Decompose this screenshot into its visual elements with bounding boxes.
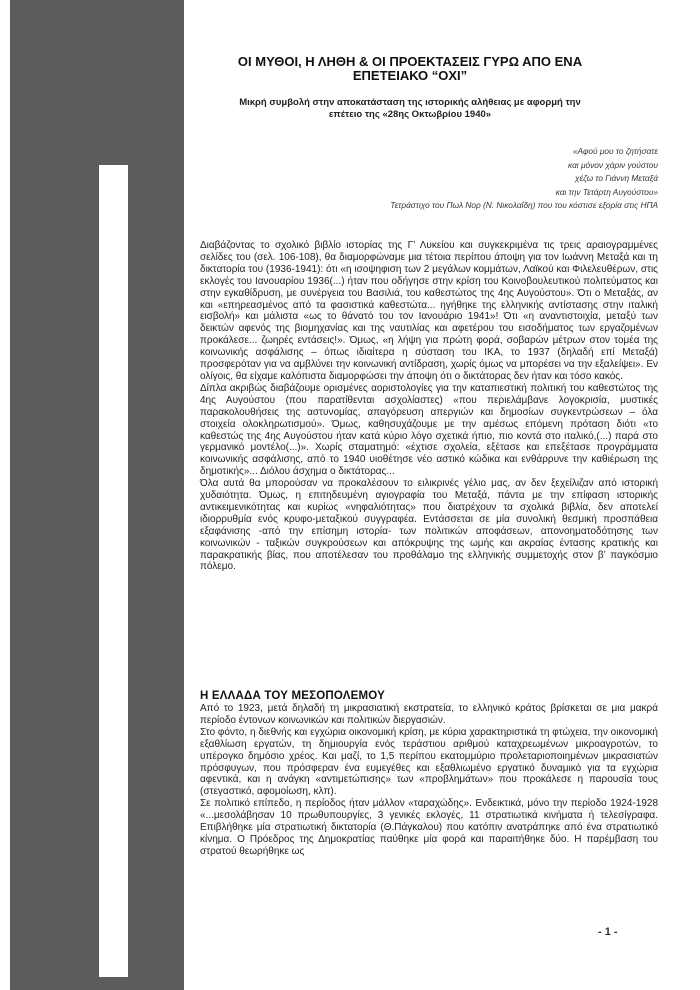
page-number: - 1 - <box>598 926 618 938</box>
section-paragraph: Από το 1923, μετά δηλαδή τη μικρασιατική εκστρατεία, το ελληνικό κράτος βρίσκεται σε μια μακρά περίοδο έντονων κοινωνικών και πολιτικών διεργασιών. <box>200 703 658 726</box>
document-title: ΟΙ ΜΥΘΟΙ, Η ΛΗΘΗ & ΟΙ ΠΡΟΕΚΤΑΣΕΙΣ ΓΥΡΩ ΑΠΟ ΕΝΑ ΕΠΕΤΕΙΑΚΟ “ΟΧΙ” <box>237 54 583 83</box>
section-body-text <box>200 703 658 858</box>
epigraph-line: «Αφού μου το ζητήσατε <box>572 146 658 156</box>
body-paragraph: Όλα αυτά θα μπορούσαν να προκαλέσουν το ειλικρινές γέλιο μας, αν δεν ξεχείλιζαν από ιστορική χυδαιότητα. Όμως, η επιτηδευμένη αγιογραφία του Μεταξά, πάντα με την επίφαση ιστορικής αντικειμενικότητας και κυρίως «νηφαλιότητας» που διατρέχουν τα σχολικά βιβλία, δεν αποτελεί ιδιορρυθμία ενός κρυφο-μεταξικού συγγραφέα. Εντάσσεται σε μία συνολική θεσμική προσπάθεια εξαφάνισης -από την επίσημη ιστορία- των πολιτικών αποφάσεων, απονοηματοδότησης των κοινωνικών - ταξικών συγκρούσεων και απόκρυψης της ωμής και ακραίας έντασης κρατικής και παρακρατικής βίας, που αποτέλεσαν του προθάλαμο της ελληνικής συμμετοχής στον β’ παγκόσμιο πόλεμο. <box>200 478 658 573</box>
epigraph-attribution: Τετράστιχο του Πωλ Νορ (Ν. Νικολαΐδη) που του κόστισε εξορία στις ΗΠΑ <box>390 200 658 211</box>
epigraph-line: και την Τετάρτη Αυγούστου» <box>555 186 658 197</box>
section-paragraph: Στο φόντο, η διεθνής και εγχώρια οικονομική κρίση, με κύρια χαρακτηριστικά τη φτώχεια, την οικονομική εξαθλίωση εργατών, τη δημιουργία ενός τεράστιου αριθμού καταχρεωμένων μικροαγροτών, το υπέρογκο δημόσιο χρέος. Και μαζί, το 1,5 περίπου εκατομμύριο προλεταριοποιημένων μικρασιατών πρόσφυγων, που πρόσφεραν ένα ευμεγέθες και εξαθλιωμένο εργατικό δυναμικό για τα εγχώρια αφεντικά, και η ανάγκη «αντιμετώπισης» των «προβλημάτων» που προκάλεσε η παρουσία τους (στεγαστικό, αφομοίωση, κλπ). <box>200 726 658 798</box>
epigraph-line: χέζω το Γιάννη Μεταξά <box>574 173 658 184</box>
side-bar-notch <box>99 165 128 977</box>
epigraph-line: και μόνον χάριν γούστου <box>568 159 658 170</box>
body-text <box>200 240 658 573</box>
decorative-side-bar <box>10 0 184 990</box>
epigraph <box>330 145 658 213</box>
section-heading: Η ΕΛΛΑΔΑ ΤΟΥ ΜΕΣΟΠΟΛΕΜΟΥ <box>200 690 385 702</box>
body-paragraph: Διαβάζοντας το σχολικό βιβλίο ιστορίας της Γ’ Λυκείου και συγκεκριμένα τις τρεις αραιογραμμένες σελίδες του (σελ. 106-108), θα διαμορφώναμε μια τέτοια περίπου άποψη για τον Ιωάννη Μεταξά και τη δικτατορία του (1936-1941): ότι «η ισοψηφιση των 2 μεγάλων κομμάτων, Λαϊκού και Φιλελευθέρων, στις εκλογές του Ιανουαρίου 1936(...) ήταν που οδήγησε στην κρίση του Κοινοβουλευτικού πολιτεύματος και στην εγκαθίδρυση, με συνέργεια του Βασιλιά, του καθεστώτος της 4ης Αυγούστου». Ότι ο Μεταξάς, αν και «επηρεασμένος από τα φασιστικά καθεστώτα... ηγήθηκε της ελληνικής αντίστασης στην ιταλική εισβολή» και μάλιστα «ως το θάνατό του τον Ιανουάριο 1941»! Ότι «η αναντιστοιχία, μεταξύ των δεικτών αφενός της βιομηχανίας και της ναυτιλίας και αφετέρου του εισοδήματος των εργαζομένων προκάλεσε... ζωηρές εντάσεις!». Όμως, «η λήψη για πρώτη φορά, σοβαρών μέτρων στον τομέα της κοινωνικής ασφάλισης – όπως ιδιαίτερα η σύσταση του ΙΚΑ, το 1937 (δηλαδή επί Μεταξά) προσφερόταν για να αμβλύνει την κοινωνική αντίδραση, χωρίς όμως να μπορέσει να την εξαλείψει». Εν ολίγοις, θα είχαμε καλόπιστα διαμορφώσει την άποψη ότι ο δικτάτορας δεν ήταν και τόσο κακός. <box>200 240 658 382</box>
body-paragraph: Δίπλα ακριβώς διαβάζουμε ορισμένες αοριστολογίες για την καταπιεστική πολιτική του καθεστώτος της 4ης Αυγούστου (που παρατίθενται ασχολίαστες) «που περιελάμβανε λογοκρισία, μυστικές παρακολουθήσεις της αστυνομίας, απαγόρευση απεργιών και δημοσίων συγκεντρώσεων – όλα στοιχεία ολοκληρωτισμού». Όμως, καθησυχάζουμε με την αμέσως επόμενη πρόταση διότι «το καθεστώς της 4ης Αυγούστου ήταν κατά κύριο λόγο σχετικά ήπιο, πιο κοντά στο ιταλικό,(...) παρά στο γερμανικό μοντέλο(...)». Χωρίς σταματημό: «έχτισε σχολεία, εξέτασε και επεξέτασε προγράμματα κοινωνικής ασφάλισης, από το 1940 υιοθέτησε νέο αστικό κώδικα και ενθάρρυνε την καθιέρωση της δημοτικής»... Διόλου άσχημα ο δικτάτορας... <box>200 382 658 478</box>
section-paragraph: Σε πολιτικό επίπεδο, η περίοδος ήταν μάλλον «ταραχώδης». Ενδεικτικά, μόνο την περίοδο 1924-1928 «...μεσολάβησαν 10 πρωθυπουργίες, 3 γενικές εκλογές, 11 στρατιωτικά κινήματα ή τελεσίγραφα. Επιβλήθηκε μία στρατιωτική δικτατορία (Θ.Πάγκαλου) που κατόπιν ανατράπηκε από ένα στρατιωτικό κίνημα. Ο Πρόεδρος της Δημοκρατίας παύθηκε μία φορά και παραιτήθηκε δύο. Η παρέμβαση του στρατού θεωρήθηκε ως <box>200 798 658 857</box>
document-subtitle: Μικρή συμβολή στην αποκατάσταση της ιστορικής αλήθειας με αφορμή την επέτειο της «28ης Οκτωβρίου 1940» <box>239 97 581 120</box>
